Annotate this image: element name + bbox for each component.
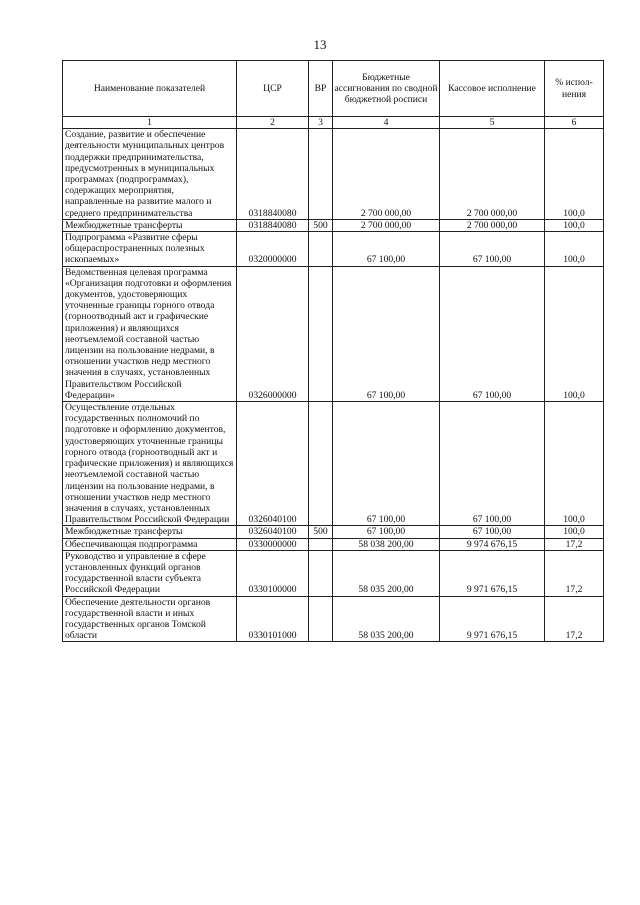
- row-percent: 100,0: [545, 526, 604, 538]
- row-cash: 67 100,00: [440, 232, 545, 267]
- row-percent: 100,0: [545, 129, 604, 220]
- row-name: Обеспечивающая подпрограмма: [63, 538, 237, 550]
- row-csr: 0326040100: [237, 526, 309, 538]
- column-number: 2: [237, 117, 309, 129]
- row-vr: [309, 538, 333, 550]
- row-name: Подпрограмма «Развитие сферы общераспространенных полезных ископаемых»: [63, 232, 237, 267]
- header-percent: % испол-нения: [545, 61, 604, 117]
- table-row: [63, 550, 604, 596]
- row-percent: 100,0: [545, 232, 604, 267]
- row-name: Обеспечение деятельности органов государственной власти и иных государственных органов Томской области: [63, 596, 237, 642]
- row-cash: 67 100,00: [440, 402, 545, 526]
- column-number: 6: [545, 117, 604, 129]
- row-csr: 0326040100: [237, 402, 309, 526]
- row-budget: 58 035 200,00: [333, 596, 440, 642]
- table-row: [63, 219, 604, 231]
- row-percent: 100,0: [545, 266, 604, 401]
- column-number: 4: [333, 117, 440, 129]
- table-row: [63, 596, 604, 642]
- row-vr: 500: [309, 219, 333, 231]
- row-csr: 0320000000: [237, 232, 309, 267]
- column-number: 3: [309, 117, 333, 129]
- row-csr: 0330101000: [237, 596, 309, 642]
- row-budget: 2 700 000,00: [333, 219, 440, 231]
- row-name: Межбюджетные трансферты: [63, 526, 237, 538]
- row-vr: [309, 129, 333, 220]
- header-csr: ЦСР: [237, 61, 309, 117]
- row-budget: 67 100,00: [333, 232, 440, 267]
- row-vr: [309, 266, 333, 401]
- budget-execution-table: [62, 60, 604, 642]
- row-cash: 67 100,00: [440, 266, 545, 401]
- row-budget: 67 100,00: [333, 402, 440, 526]
- column-number: 5: [440, 117, 545, 129]
- row-name: Межбюджетные трансферты: [63, 219, 237, 231]
- header-budget: Бюджетные ассигнования по сводной бюджетной росписи: [333, 61, 440, 117]
- row-cash: 2 700 000,00: [440, 219, 545, 231]
- header-cash: Кассовое исполнение: [440, 61, 545, 117]
- table-row: [63, 232, 604, 267]
- row-percent: 17,2: [545, 596, 604, 642]
- row-cash: 9 974 676,15: [440, 538, 545, 550]
- row-cash: 67 100,00: [440, 526, 545, 538]
- row-name: Руководство и управление в сфере установленных функций органов государственной власти субъекта Российской Федерации: [63, 550, 237, 596]
- row-budget: 67 100,00: [333, 266, 440, 401]
- row-vr: [309, 402, 333, 526]
- page-number: 13: [313, 37, 327, 52]
- row-vr: [309, 596, 333, 642]
- header-vr: ВР: [309, 61, 333, 117]
- row-percent: 100,0: [545, 219, 604, 231]
- row-budget: 58 038 200,00: [333, 538, 440, 550]
- row-csr: 0326000000: [237, 266, 309, 401]
- header-row: [63, 61, 604, 117]
- row-cash: 2 700 000,00: [440, 129, 545, 220]
- row-percent: 17,2: [545, 550, 604, 596]
- row-name: Ведомственная целевая программа «Организация подготовки и оформления документов, удостоверяющих уточненные границы горного отвода (горноотводный акт и графические приложения) и являющихся неотъемлемой составной частью лицензии на пользование недрами, в отношении участков недр местного значения в случаях, установленных Правительством Российской Федерации»: [63, 266, 237, 401]
- row-vr: 500: [309, 526, 333, 538]
- table-row: [63, 402, 604, 526]
- row-budget: 58 035 200,00: [333, 550, 440, 596]
- row-budget: 67 100,00: [333, 526, 440, 538]
- row-percent: 100,0: [545, 402, 604, 526]
- column-number-row: [63, 117, 604, 129]
- row-vr: [309, 550, 333, 596]
- row-csr: 0330000000: [237, 538, 309, 550]
- row-vr: [309, 232, 333, 267]
- row-csr: 0330100000: [237, 550, 309, 596]
- row-name: Осуществление отдельных государственных полномочий по подготовке и оформлению документов, удостоверяющих уточненные границы горного отвода (горноотводный акт и графические приложения) и являющихся неотъемлемой составной частью лицензии на пользование недрами, в отношении участков недр местного значения в случаях, установленных Правительством Российской Федерации: [63, 402, 237, 526]
- row-csr: 0318840080: [237, 129, 309, 220]
- row-budget: 2 700 000,00: [333, 129, 440, 220]
- row-percent: 17,2: [545, 538, 604, 550]
- row-cash: 9 971 676,15: [440, 596, 545, 642]
- table-row: [63, 129, 604, 220]
- header-name: Наименование показателей: [63, 61, 237, 117]
- table-row: [63, 538, 604, 550]
- table-row: [63, 526, 604, 538]
- row-name: Создание, развитие и обеспечение деятельности муниципальных центров поддержки предпринимательства, предусмотренных в муниципальных программах (подпрограммах), содержащих мероприятия, направленные на развитие малого и среднего предпринимательства: [63, 129, 237, 220]
- row-csr: 0318840080: [237, 219, 309, 231]
- row-cash: 9 971 676,15: [440, 550, 545, 596]
- column-number: 1: [63, 117, 237, 129]
- table-row: [63, 266, 604, 401]
